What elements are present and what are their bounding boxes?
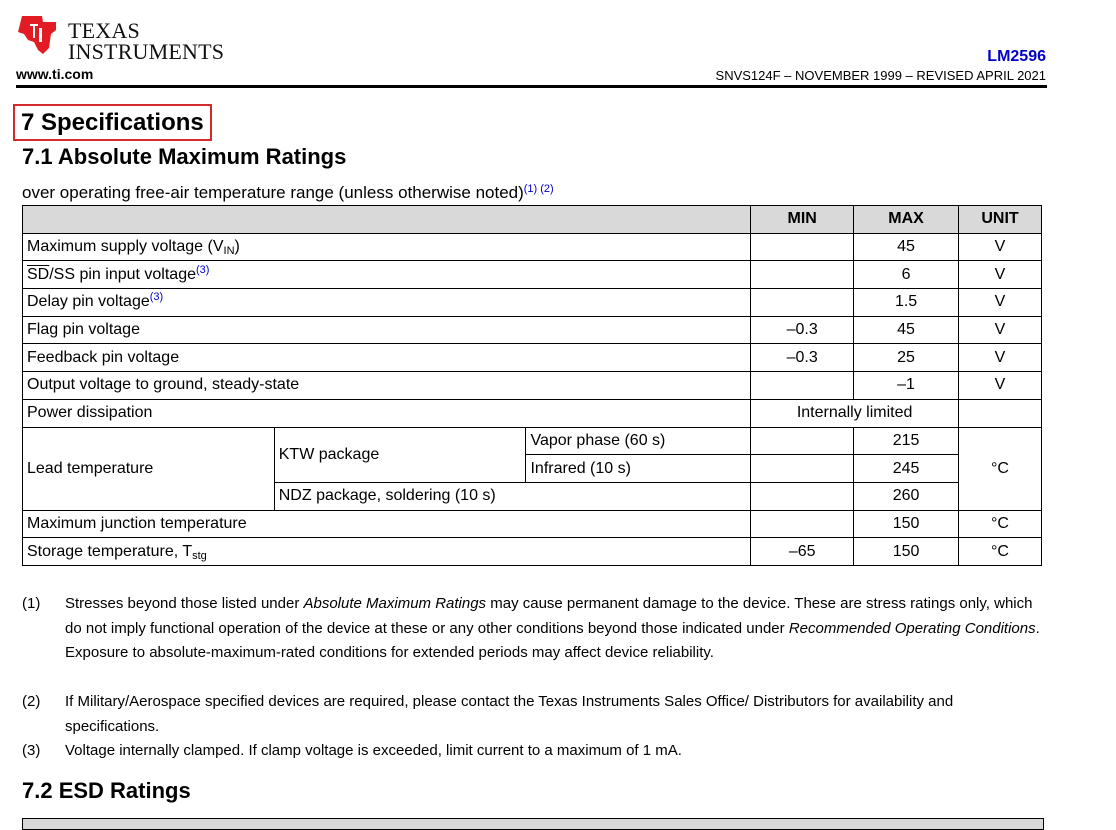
- esd-ratings-title: 7.2 ESD Ratings: [22, 778, 191, 803]
- row-label: Feedback pin voltage: [23, 344, 751, 372]
- min-cell: –0.3: [751, 316, 854, 344]
- max-cell: 245: [854, 455, 959, 483]
- max-cell: 150: [854, 510, 959, 538]
- row-label: Lead temperature: [23, 427, 275, 510]
- minmax-cell: Internally limited: [751, 399, 959, 427]
- header-unit: UNIT: [959, 206, 1042, 234]
- row-label: Storage temperature, $T_{stg}$: [23, 538, 751, 566]
- unit-cell: °C: [959, 427, 1042, 510]
- unit-cell: V: [959, 289, 1042, 317]
- esd-table-top: [22, 818, 1044, 830]
- unit-cell: °C: [959, 538, 1042, 566]
- condition-cell: Infrared (10 s): [526, 455, 751, 483]
- row-label: $\overline{SD}/SS$ pin input voltage$^{(3)}$: [23, 261, 751, 289]
- table-row: [23, 316, 1042, 344]
- package-cell: KTW package: [274, 427, 526, 482]
- max-cell: 45: [854, 316, 959, 344]
- ti-state-logo-icon: [16, 12, 62, 58]
- table-row: [23, 399, 1042, 427]
- min-cell: –0.3: [751, 344, 854, 372]
- footnote-text: Stresses beyond those listed under Absolute Maximum Ratings may cause permanent damage to the device. These are stress ratings only, which do not imply functional operation of the device at these or any other conditions beyond those indicated under Recommended Operating Conditions. Exposure to absolute-maximum-rated conditions for extended periods may affect device reliability.: [65, 595, 1040, 661]
- max-cell: –1: [854, 372, 959, 400]
- row-label: Delay pin voltage$^{(3)}$: [23, 289, 751, 317]
- website-link[interactable]: www.ti.com: [16, 66, 94, 82]
- condition-cell: Vapor phase (60 s): [526, 427, 751, 455]
- footnote-2: [22, 690, 1052, 739]
- unit-cell: V: [959, 261, 1042, 289]
- table-row: [23, 538, 1042, 566]
- unit-cell: [959, 399, 1042, 427]
- conditions-text: over operating free-air temperature range (unless otherwise noted): [22, 183, 524, 202]
- section-title: 7 Specifications: [13, 104, 212, 141]
- footnote-text: If Military/Aerospace specified devices are required, please contact the Texas Instruments Sales Office/ Distributors for availability and specifications.: [65, 693, 954, 735]
- header-min: MIN: [751, 206, 854, 234]
- logo-text-instruments: INSTRUMENTS: [68, 39, 225, 64]
- min-cell: [751, 289, 854, 317]
- table-row: [23, 261, 1042, 289]
- footnote-1: [22, 592, 1052, 690]
- unit-cell: V: [959, 344, 1042, 372]
- unit-cell: °C: [959, 510, 1042, 538]
- table-header-row: [23, 206, 1042, 234]
- max-cell: 6: [854, 261, 959, 289]
- footnote-ref-3[interactable]: (3): [196, 263, 210, 276]
- footnote-number: (1): [22, 595, 41, 612]
- table-row: [23, 510, 1042, 538]
- logo-text-texas: TEXAS: [68, 18, 140, 43]
- conditions-note: [22, 183, 554, 203]
- unit-cell: V: [959, 233, 1042, 261]
- footnote-number: (3): [22, 742, 41, 759]
- row-label: Flag pin voltage: [23, 316, 751, 344]
- table-row: [23, 372, 1042, 400]
- footnote-ref-3[interactable]: (3): [149, 291, 164, 304]
- absolute-max-ratings-table: [22, 205, 1042, 566]
- max-cell: 260: [854, 482, 959, 510]
- ti-logo[interactable]: [16, 12, 225, 64]
- row-label: Power dissipation: [23, 399, 751, 427]
- footnote-refs-1-2[interactable]: (1) (2): [523, 183, 554, 195]
- min-cell: [751, 427, 854, 455]
- table-row: [23, 289, 1042, 317]
- max-cell: 1.5: [854, 289, 959, 317]
- row-label: Maximum junction temperature: [23, 510, 751, 538]
- min-cell: [751, 233, 854, 261]
- max-cell: 45: [854, 233, 959, 261]
- min-cell: –65: [751, 538, 854, 566]
- unit-cell: V: [959, 372, 1042, 400]
- revision-line: SNVS124F – NOVEMBER 1999 – REVISED APRIL 2021: [715, 68, 1046, 83]
- max-cell: 25: [854, 344, 959, 372]
- header-max: MAX: [854, 206, 959, 234]
- row-label: Output voltage to ground, steady-state: [23, 372, 751, 400]
- table-row: [23, 344, 1042, 372]
- max-cell: 150: [854, 538, 959, 566]
- package-cell: NDZ package, soldering (10 s): [274, 482, 750, 510]
- max-cell: 215: [854, 427, 959, 455]
- footnote-3: [22, 739, 1052, 764]
- subsection-title: 7.1 Absolute Maximum Ratings: [22, 144, 347, 169]
- part-number-link[interactable]: LM2596: [987, 48, 1046, 65]
- table-row: [23, 427, 1042, 455]
- min-cell: [751, 455, 854, 483]
- footnote-number: (2): [22, 693, 41, 710]
- unit-cell: V: [959, 316, 1042, 344]
- footnote-text: Voltage internally clamped. If clamp voltage is exceeded, limit current to a maximum of 1 mA.: [65, 742, 682, 759]
- min-cell: [751, 372, 854, 400]
- header-rule: [16, 85, 1047, 88]
- min-cell: [751, 482, 854, 510]
- table-row: [23, 233, 1042, 261]
- header-blank: [23, 206, 751, 234]
- row-label: Maximum supply voltage $(V_{IN})$: [23, 233, 751, 261]
- min-cell: [751, 261, 854, 289]
- min-cell: [751, 510, 854, 538]
